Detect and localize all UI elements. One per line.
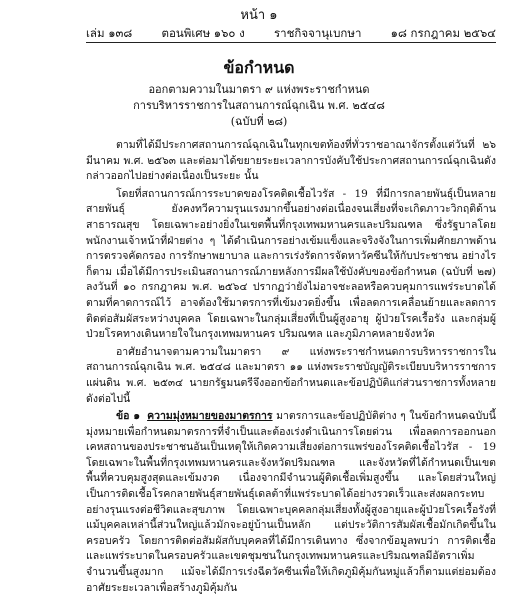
section-1-number: ข้อ ๑ [116,410,141,423]
special-issue: ตอนพิเศษ ๑๖๐ ง [161,26,245,40]
authority-paragraph: อาศัยอำนาจตามความในมาตรา ๙ แห่งพระราชกำหนดการบริหารราชการในสถานการณ์ฉุกเฉิน พ.ศ. ๒๕๔๘ และมาตรา ๑๑ แห่งพระราชบัญญัติระเบียบบริหารราชการแผ่นดิน พ.ศ. ๒๕๓๔ นายกรัฐมนตรีจึงออกข้อกำหนดและข้อปฏิบัติแก่ส่วนราชการทั้งหลาย ดังต่อไปนี้ [86,345,496,405]
document-edition: (ฉบับที่ ๒๘) [230,115,288,128]
section-1-heading: ความมุ่งหมายของมาตรการ [147,410,273,423]
document-title: ข้อกำหนด [223,58,295,77]
issue-date: ๑๘ กรกฎาคม ๒๕๖๔ [390,26,496,40]
gazette-name: ราชกิจจานุเบกษา [273,26,362,40]
preamble-paragraph: ตามที่ได้มีประกาศสถานการณ์ฉุกเฉินในทุกเขตท้องที่ทั่วราชอาณาจักรตั้งแต่วันที่ ๒๖ มีนาคม พ.ศ. ๒๕๖๓ และต่อมาได้ขยายระยะเวลาการบังคับใช้ประกาศสถานการณ์ฉุกเฉินดังกล่าวออกไปอย่างต่อเนื่องเป็นระยะ นั้น [86,139,496,183]
document-subtitle-authority: ออกตามความในมาตรา ๙ แห่งพระราชกำหนด [148,83,370,96]
running-header [86,25,496,43]
situation-paragraph: โดยที่สถานการณ์การระบาดของโรคติดเชื้อไวรัส - 19 ที่มีการกลายพันธุ์เป็นหลายสายพันธุ์ ยังคงทวีความรุนแรงมากขึ้นอย่างต่อเนื่องจนเสี่ยงที่จะเกิดภาวะวิกฤติด้านสาธารณสุข โดยเฉพาะอย่างยิ่งในเขตพื้นที่กรุงเทพมหานครและปริมณฑล ซึ่งรัฐบาลโดยพนักงานเจ้าหน้าที่ฝ่ายต่าง ๆ ได้ดำเนินการอย่างเข้มแข็งและจริงจังในการเพิ่มศักยภาพด้านการตรวจคัดกรอง การรักษาพยาบาล และการเร่งรัดการจัดหาวัคซีนให้กับประชาชน อย่างไรก็ตาม เมื่อได้มีการประเมินสถานการณ์ภายหลังการมีผลใช้บังคับของข้อกำหนด (ฉบับที่ ๒๗) ลงวันที่ ๑๐ กรกฎาคม พ.ศ. ๒๕๖๔ ปรากฏว่ายังไม่อาจชะลอหรือควบคุมการแพร่ระบาดได้ตามที่คาดการณ์ไว้ อาจต้องใช้มาตรการที่เข้มงวดยิ่งขึ้น เพื่อลดการเคลื่อนย้ายและลดการติดต่อสัมผัสระหว่างบุคคล โดยเฉพาะในกลุ่มเสี่ยงที่เป็นผู้สูงอายุ ผู้ป่วยโรคเรื้อรัง และกลุ่มผู้ป่วยโรคทางเดินหายใจในกรุงเทพมหานคร ปริมณฑล และภูมิภาคหลายจังหวัด [86,187,496,341]
volume-number: เล่ม ๑๓๘ [86,26,133,40]
document-subtitle-act: การบริหารราชการในสถานการณ์ฉุกเฉิน พ.ศ. ๒๕๔๘ [133,99,385,112]
page-number: หน้า ๑ [240,8,278,23]
section-1 [86,409,496,596]
section-1-text: มาตรการและข้อปฏิบัติต่าง ๆ ในข้อกำหนดฉบับนี้มุ่งหมายเพื่อกำหนดมาตรการที่จำเป็นและต้องเร่งดำเนินการโดยด่วน เพื่อลดการออกนอกเคหสถานของประชาชนอันเป็นเหตุให้เกิดความเสี่ยงต่อการแพร่ของโรคติดเชื้อไวรัส - 19 โดยเฉพาะในพื้นที่กรุงเทพมหานครและจังหวัดปริมณฑล และจังหวัดที่ได้กำหนดเป็นเขตพื้นที่ควบคุมสูงสุดและเข้มงวด เนื่องจากมีจำนวนผู้ติดเชื้อเพิ่มสูงขึ้น และโดยส่วนใหญ่เป็นการติดเชื้อโรคกลายพันธุ์สายพันธุ์เดลต้าที่แพร่ระบาดได้อย่างรวดเร็วและส่งผลกระทบอย่างรุนแรงต่อชีวิตและสุขภาพ โดยเฉพาะบุคคลกลุ่มเสี่ยงทั้งผู้สูงอายุและผู้ป่วยโรคเรื้อรังที่แม้บุคคลเหล่านี้ส่วนใหญ่แล้วมักจะอยู่บ้านเป็นหลัก แต่ประวัติการสัมผัสเชื้อมักเกิดขึ้นในครอบครัว โดยการติดต่อสัมผัสกับบุคคลที่ได้มีการเดินทาง ซึ่งจากข้อมูลพบว่า การติดเชื้อและแพร่ระบาดในครอบครัวและเขตชุมชนในกรุงเทพมหานครและปริมณฑลมีอัตราเพิ่มจำนวนขึ้นสูงมาก แม้จะได้มีการเร่งฉีดวัคซีนเพื่อให้เกิดภูมิคุ้มกันหมู่แล้วก็ตามแต่ย่อมต้องอาศัยระยะเวลาเพื่อสร้างภูมิคุ้มกัน [86,410,496,594]
header-divider [86,42,496,43]
document-body [86,138,496,598]
